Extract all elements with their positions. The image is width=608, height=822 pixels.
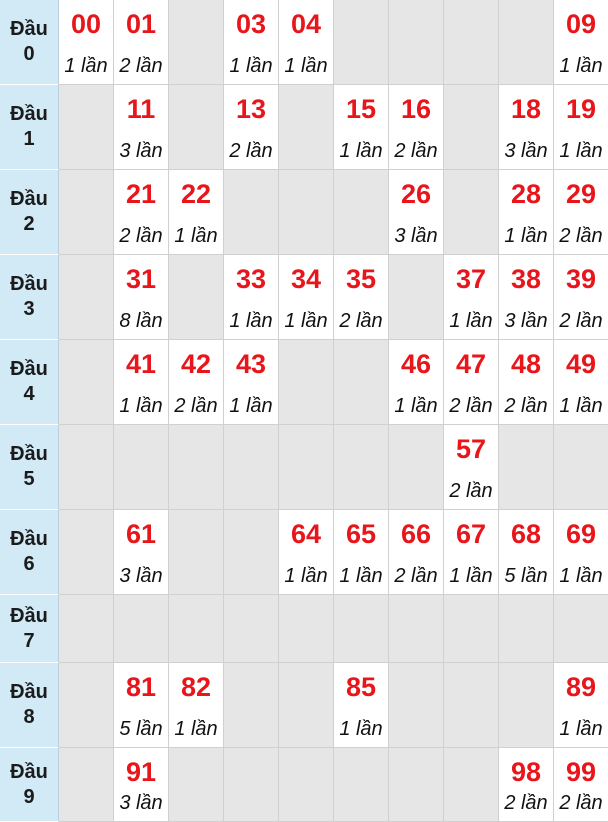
row-header-digit: 7 (23, 629, 35, 652)
empty-cell (169, 425, 224, 510)
number-value: 13 (235, 94, 267, 124)
occurrence-count: 1 lần (339, 140, 383, 162)
number-cell (114, 340, 169, 425)
number-value: 66 (400, 519, 432, 549)
empty-cell (59, 85, 114, 170)
row-header (0, 340, 59, 425)
empty-cell (499, 663, 554, 748)
empty-cell (279, 85, 334, 170)
empty-cell (279, 425, 334, 510)
empty-cell (169, 595, 224, 663)
number-cell (334, 85, 389, 170)
number-value: 19 (565, 94, 597, 124)
empty-cell (389, 425, 444, 510)
number-cell (114, 0, 169, 85)
row-header-digit: 2 (23, 213, 35, 235)
number-cell (499, 340, 554, 425)
occurrence-count: 2 lần (394, 140, 438, 162)
number-value: 09 (565, 9, 597, 39)
row-8 (0, 663, 608, 748)
empty-cell (334, 170, 389, 255)
number-cell (499, 748, 554, 822)
number-cell (389, 340, 444, 425)
row-header-digit: 8 (23, 706, 35, 728)
occurrence-count: 1 lần (449, 310, 493, 332)
occurrence-count: 1 lần (559, 140, 603, 162)
occurrence-count: 3 lần (504, 310, 548, 332)
row-header-digit: 3 (23, 298, 35, 320)
empty-cell (444, 85, 499, 170)
occurrence-count: 5 lần (119, 718, 163, 740)
row-header-word: Đầu (10, 273, 48, 295)
empty-cell (224, 510, 279, 595)
number-value: 69 (565, 519, 597, 549)
number-value: 82 (180, 672, 212, 702)
empty-cell (499, 425, 554, 510)
occurrence-count: 2 lần (119, 55, 163, 77)
number-value: 22 (180, 179, 212, 209)
occurrence-count: 2 lần (119, 225, 163, 247)
occurrence-count: 1 lần (174, 718, 218, 740)
empty-cell (279, 748, 334, 822)
number-cell (224, 255, 279, 340)
occurrence-count: 3 lần (119, 565, 163, 587)
empty-cell (114, 425, 169, 510)
empty-cell (444, 0, 499, 85)
number-value: 57 (455, 434, 487, 464)
occurrence-count: 1 lần (284, 565, 328, 587)
row-header-word: Đầu (10, 18, 48, 40)
occurrence-count: 1 lần (559, 395, 603, 417)
occurrence-count: 1 lần (339, 565, 383, 587)
row-header-digit: 5 (23, 468, 35, 490)
number-value: 34 (290, 264, 322, 294)
empty-cell (169, 748, 224, 822)
occurrence-count: 1 lần (339, 718, 383, 740)
empty-cell (224, 595, 279, 663)
row-header-word: Đầu (10, 103, 48, 125)
empty-cell (499, 0, 554, 85)
empty-cell (334, 595, 389, 663)
empty-cell (169, 255, 224, 340)
number-cell (554, 663, 608, 748)
number-cell (279, 510, 334, 595)
empty-cell (224, 425, 279, 510)
number-value: 26 (400, 179, 432, 209)
empty-cell (59, 340, 114, 425)
row-header-digit: 4 (23, 383, 35, 405)
number-cell (554, 85, 608, 170)
number-value: 67 (455, 519, 487, 549)
number-cell (554, 510, 608, 595)
empty-cell (554, 425, 608, 510)
row-header-word: Đầu (10, 188, 48, 210)
empty-cell (279, 170, 334, 255)
occurrence-count: 1 lần (504, 225, 548, 247)
empty-cell (59, 425, 114, 510)
empty-cell (169, 0, 224, 85)
occurrence-count: 2 lần (504, 792, 548, 814)
occurrence-count: 1 lần (449, 565, 493, 587)
number-value: 15 (345, 94, 377, 124)
empty-cell (389, 0, 444, 85)
number-value: 48 (510, 349, 542, 379)
occurrence-count: 3 lần (119, 792, 163, 814)
empty-cell (59, 255, 114, 340)
row-5 (0, 425, 608, 510)
number-cell (114, 85, 169, 170)
number-value: 33 (235, 264, 267, 294)
row-1 (0, 85, 608, 170)
occurrence-count: 8 lần (119, 310, 163, 332)
row-header-word: Đầu (10, 760, 48, 783)
row-header-digit: 6 (23, 553, 35, 575)
number-value: 47 (455, 349, 487, 379)
number-value: 64 (290, 519, 322, 549)
row-9 (0, 748, 608, 822)
empty-cell (59, 510, 114, 595)
row-header (0, 425, 59, 510)
number-cell (114, 663, 169, 748)
row-6 (0, 510, 608, 595)
row-2 (0, 170, 608, 255)
number-cell (554, 0, 608, 85)
empty-cell (59, 663, 114, 748)
empty-cell (224, 748, 279, 822)
row-0 (0, 0, 608, 85)
empty-cell (334, 748, 389, 822)
number-value: 68 (510, 519, 542, 549)
number-cell (389, 85, 444, 170)
number-value: 01 (125, 9, 157, 39)
number-value: 16 (400, 94, 432, 124)
occurrence-count: 3 lần (119, 140, 163, 162)
number-cell (114, 510, 169, 595)
empty-cell (224, 170, 279, 255)
number-cell (554, 340, 608, 425)
occurrence-count: 3 lần (504, 140, 548, 162)
number-value: 98 (510, 757, 542, 787)
number-value: 81 (125, 672, 157, 702)
row-header-word: Đầu (10, 681, 48, 703)
number-value: 85 (345, 672, 377, 702)
occurrence-count: 2 lần (339, 310, 383, 332)
number-cell (169, 340, 224, 425)
occurrence-count: 1 lần (174, 225, 218, 247)
row-header (0, 0, 59, 85)
number-value: 39 (565, 264, 597, 294)
occurrence-count: 2 lần (504, 395, 548, 417)
number-value: 43 (235, 349, 267, 379)
occurrence-count: 1 lần (559, 718, 603, 740)
number-cell (334, 663, 389, 748)
number-cell (114, 255, 169, 340)
empty-cell (279, 663, 334, 748)
empty-cell (389, 748, 444, 822)
row-header-word: Đầu (10, 604, 48, 627)
row-header (0, 595, 59, 663)
occurrence-count: 1 lần (394, 395, 438, 417)
number-value: 21 (125, 179, 157, 209)
occurrence-count: 2 lần (449, 395, 493, 417)
empty-cell (169, 85, 224, 170)
number-value: 29 (565, 179, 597, 209)
number-cell (334, 510, 389, 595)
number-value: 49 (565, 349, 597, 379)
number-value: 35 (345, 264, 377, 294)
number-cell (389, 170, 444, 255)
empty-cell (444, 748, 499, 822)
number-cell (334, 255, 389, 340)
number-cell (499, 85, 554, 170)
number-cell (114, 748, 169, 822)
number-cell (554, 255, 608, 340)
number-cell (169, 170, 224, 255)
number-cell (224, 340, 279, 425)
row-3 (0, 255, 608, 340)
row-header-digit: 0 (23, 43, 35, 65)
number-cell (554, 170, 608, 255)
number-value: 61 (125, 519, 157, 549)
number-value: 31 (125, 264, 157, 294)
row-header (0, 85, 59, 170)
empty-cell (389, 663, 444, 748)
number-value: 03 (235, 9, 267, 39)
number-value: 18 (510, 94, 542, 124)
row-header-word: Đầu (10, 528, 48, 550)
number-value: 42 (180, 349, 212, 379)
empty-cell (114, 595, 169, 663)
empty-cell (444, 663, 499, 748)
number-cell (444, 340, 499, 425)
row-7 (0, 595, 608, 663)
occurrence-count: 2 lần (559, 225, 603, 247)
empty-cell (59, 595, 114, 663)
number-value: 11 (126, 94, 156, 124)
occurrence-count: 2 lần (449, 480, 493, 502)
empty-cell (59, 748, 114, 822)
empty-cell (334, 340, 389, 425)
row-header (0, 748, 59, 822)
empty-cell (334, 425, 389, 510)
number-value: 00 (70, 9, 102, 39)
row-header (0, 663, 59, 748)
number-cell (59, 0, 114, 85)
number-cell (389, 510, 444, 595)
number-value: 99 (565, 757, 597, 787)
number-cell (499, 170, 554, 255)
occurrence-count: 1 lần (229, 310, 273, 332)
row-header (0, 510, 59, 595)
number-value: 46 (400, 349, 432, 379)
empty-cell (554, 595, 608, 663)
number-cell (499, 255, 554, 340)
empty-cell (334, 0, 389, 85)
number-value: 28 (510, 179, 542, 209)
empty-cell (444, 595, 499, 663)
row-4 (0, 340, 608, 425)
row-header (0, 170, 59, 255)
number-cell (224, 85, 279, 170)
number-value: 91 (125, 757, 157, 787)
empty-cell (279, 340, 334, 425)
empty-cell (224, 663, 279, 748)
occurrence-count: 1 lần (284, 310, 328, 332)
empty-cell (444, 170, 499, 255)
occurrence-count: 3 lần (394, 225, 438, 247)
number-value: 37 (455, 264, 487, 294)
occurrence-count: 1 lần (229, 395, 273, 417)
number-value: 04 (290, 9, 322, 39)
occurrence-count: 2 lần (559, 792, 603, 814)
number-cell (444, 425, 499, 510)
occurrence-count: 1 lần (229, 55, 273, 77)
row-header-digit: 9 (23, 785, 35, 808)
empty-cell (389, 595, 444, 663)
empty-cell (279, 595, 334, 663)
occurrence-count: 2 lần (559, 310, 603, 332)
number-value: 65 (345, 519, 377, 549)
number-value: 41 (125, 349, 157, 379)
number-cell (224, 0, 279, 85)
occurrence-count: 2 lần (174, 395, 218, 417)
number-cell (114, 170, 169, 255)
row-header-digit: 1 (23, 128, 35, 150)
occurrence-count: 1 lần (119, 395, 163, 417)
number-cell (444, 510, 499, 595)
row-header (0, 255, 59, 340)
empty-cell (389, 255, 444, 340)
empty-cell (169, 510, 224, 595)
number-cell (169, 663, 224, 748)
occurrence-count: 1 lần (559, 565, 603, 587)
occurrence-count: 2 lần (229, 140, 273, 162)
number-cell (499, 510, 554, 595)
number-value: 38 (510, 264, 542, 294)
occurrence-count: 1 lần (64, 55, 108, 77)
number-value: 89 (565, 672, 597, 702)
empty-cell (59, 170, 114, 255)
number-cell (279, 0, 334, 85)
row-header-word: Đầu (10, 443, 48, 465)
occurrence-count: 1 lần (284, 55, 328, 77)
occurrence-count: 1 lần (559, 55, 603, 77)
empty-cell (499, 595, 554, 663)
number-cell (554, 748, 608, 822)
number-cell (444, 255, 499, 340)
occurrence-count: 5 lần (504, 565, 548, 587)
number-cell (279, 255, 334, 340)
occurrence-count: 2 lần (394, 565, 438, 587)
row-header-word: Đầu (10, 358, 48, 380)
